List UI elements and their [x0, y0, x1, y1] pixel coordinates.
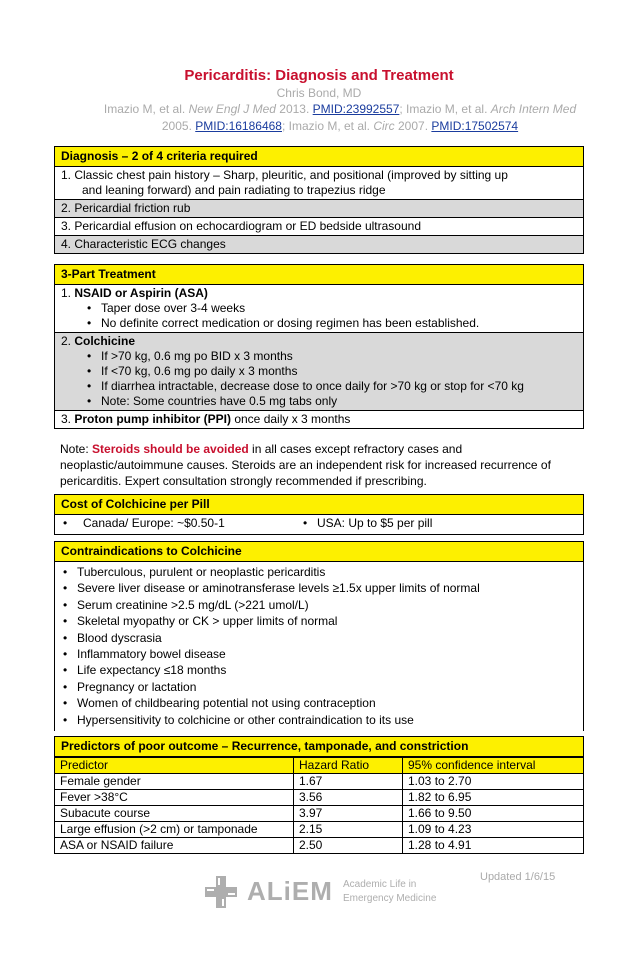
bullet-item: • Note: Some countries have 0.5 mg tabs only: [87, 394, 577, 409]
item-number: 3.: [61, 412, 75, 426]
table-cell: 1.67: [294, 774, 403, 790]
ref-text: 2005.: [161, 119, 196, 133]
table-row: [55, 774, 584, 790]
contraindication-item: • Pregnancy or lactation: [63, 679, 577, 695]
drug-name: NSAID or Aspirin (ASA): [74, 286, 208, 300]
column-header: Hazard Ratio: [294, 758, 403, 774]
contraindication-item: • Blood dyscrasia: [63, 630, 577, 646]
table-cell: 1.28 to 4.91: [403, 838, 584, 854]
contraindications-section: [54, 541, 584, 731]
diagnosis-item: 2. Pericardial friction rub: [54, 200, 584, 218]
bullet-icon: •: [303, 516, 308, 530]
table-cell: 1.66 to 9.50: [403, 806, 584, 822]
treatment-section: [54, 264, 584, 429]
aliem-cross-icon: [203, 874, 239, 910]
bullet-item: • If <70 kg, 0.6 mg po daily x 3 months: [87, 364, 577, 379]
ref-text: ; Imazio M, et al.: [281, 119, 374, 133]
table-cell: Fever >38°C: [55, 790, 294, 806]
table-cell: Subacute course: [55, 806, 294, 822]
cost-row: [54, 515, 584, 535]
table-cell: 1.03 to 2.70: [403, 774, 584, 790]
cost-header: Cost of Colchicine per Pill: [54, 494, 584, 515]
contraindications-list: [54, 562, 584, 731]
table-cell: 1.82 to 6.95: [403, 790, 584, 806]
bullet-item: • If >70 kg, 0.6 mg po BID x 3 months: [87, 349, 577, 364]
contraindication-item: • Tuberculous, purulent or neoplastic pericarditis: [63, 564, 577, 580]
ref-journal: New Engl J Med: [188, 102, 276, 116]
diagnosis-item-text: and leaning forward) and pain radiating to trapezius ridge: [82, 183, 386, 197]
note-text: in all cases except refractory cases and neoplastic/autoimmune causes. Steroids are an independent risk for increased recurrence of pericarditis. Expert consultation strongly recommended if prescribing.: [60, 442, 551, 488]
contraindication-item: • Severe liver disease or aminotransferase levels ≥1.5x upper limits of normal: [63, 580, 577, 596]
logo-subtitle-line: Academic Life in: [343, 879, 417, 890]
references: [95, 101, 585, 135]
steroid-note: [54, 441, 586, 489]
table-row: [55, 790, 584, 806]
treatment-item-ppi: [54, 411, 584, 429]
bullet-icon: •: [63, 516, 68, 530]
page-title: Pericarditis: Diagnosis and Treatment: [184, 67, 454, 84]
treatment-header: 3-Part Treatment: [54, 264, 584, 285]
drug-name: Proton pump inhibitor (PPI): [74, 412, 231, 426]
table-cell: 2.50: [294, 838, 403, 854]
ref-text: 2013.: [275, 102, 313, 116]
drug-name: Colchicine: [74, 334, 136, 348]
bullet-item: • If diarrhea intractable, decrease dose to once daily for >70 kg or stop for <70 kg: [87, 379, 577, 394]
updated-date: Updated 1/6/15: [480, 871, 556, 883]
column-header: Predictor: [55, 758, 294, 774]
item-number: 2.: [61, 334, 75, 348]
ref-journal: Circ: [373, 119, 395, 133]
diagnosis-item: 4. Characteristic ECG changes: [54, 236, 584, 254]
contraindication-item: • Skeletal myopathy or CK > upper limits of normal: [63, 613, 577, 629]
pmid-link-1[interactable]: PMID:23992557: [312, 102, 400, 116]
ref-text: Imazio M, et al.: [103, 102, 189, 116]
ref-journal: Arch Intern Med: [490, 102, 577, 116]
table-row: [55, 838, 584, 854]
diagnosis-item: 3. Pericardial effusion on echocardiogram or ED bedside ultrasound: [54, 218, 584, 236]
contraindication-item: • Women of childbearing potential not using contraception: [63, 695, 577, 711]
predictors-table: [54, 757, 584, 854]
note-prefix: Note:: [60, 442, 93, 456]
pmid-link-2[interactable]: PMID:16186468: [195, 119, 282, 133]
diagnosis-section: [54, 146, 584, 254]
table-cell: Female gender: [55, 774, 294, 790]
table-cell: 3.97: [294, 806, 403, 822]
bullet-item: • No definite correct medication or dosing regimen has been established.: [87, 316, 577, 331]
pmid-link-3[interactable]: PMID:17502574: [431, 119, 519, 133]
logo-brand: ALiEM: [247, 876, 333, 906]
ref-text: ; Imazio M, et al.: [399, 102, 491, 116]
table-cell: 3.56: [294, 790, 403, 806]
contraindication-item: • Life expectancy ≤18 months: [63, 662, 577, 678]
author: Chris Bond, MD: [276, 86, 362, 100]
bullet-item: • Taper dose over 3-4 weeks: [87, 301, 577, 316]
contraindication-item: • Serum creatinine >2.5 mg/dL (>221 umol/L): [63, 597, 577, 613]
table-cell: ASA or NSAID failure: [55, 838, 294, 854]
table-row: [55, 806, 584, 822]
diagnosis-item-text: 1. Classic chest pain history – Sharp, pleuritic, and positional (improved by sitting up: [61, 168, 508, 182]
table-row: [55, 822, 584, 838]
cost-canada: Canada/ Europe: ~$0.50-1: [83, 516, 225, 530]
aliem-logo: [203, 874, 463, 914]
predictors-section: [54, 736, 584, 854]
item-number: 1.: [61, 286, 75, 300]
cost-usa: USA: Up to $5 per pill: [317, 516, 433, 530]
contraindication-item: • Hypersensitivity to colchicine or other contraindication to its use: [63, 712, 577, 728]
logo-subtitle: [343, 878, 436, 906]
treatment-item-nsaid: [54, 285, 584, 333]
column-header: 95% confidence interval: [403, 758, 584, 774]
table-cell: 1.09 to 4.23: [403, 822, 584, 838]
logo-subtitle-line: Emergency Medicine: [343, 893, 437, 904]
note-warning: Steroids should be avoided: [92, 442, 249, 456]
table-header-row: [55, 758, 584, 774]
treatment-item-colchicine: [54, 333, 584, 411]
table-cell: 2.15: [294, 822, 403, 838]
diagnosis-item: [54, 167, 584, 200]
diagnosis-header: Diagnosis – 2 of 4 criteria required: [54, 146, 584, 167]
table-cell: Large effusion (>2 cm) or tamponade: [55, 822, 294, 838]
cost-section: [54, 494, 584, 535]
drug-dose: once daily x 3 months: [231, 412, 351, 426]
contraindication-item: • Inflammatory bowel disease: [63, 646, 577, 662]
contraindications-header: Contraindications to Colchicine: [54, 541, 584, 562]
ref-text: 2007.: [394, 119, 432, 133]
predictors-header: Predictors of poor outcome – Recurrence, tamponade, and constriction: [54, 736, 584, 757]
